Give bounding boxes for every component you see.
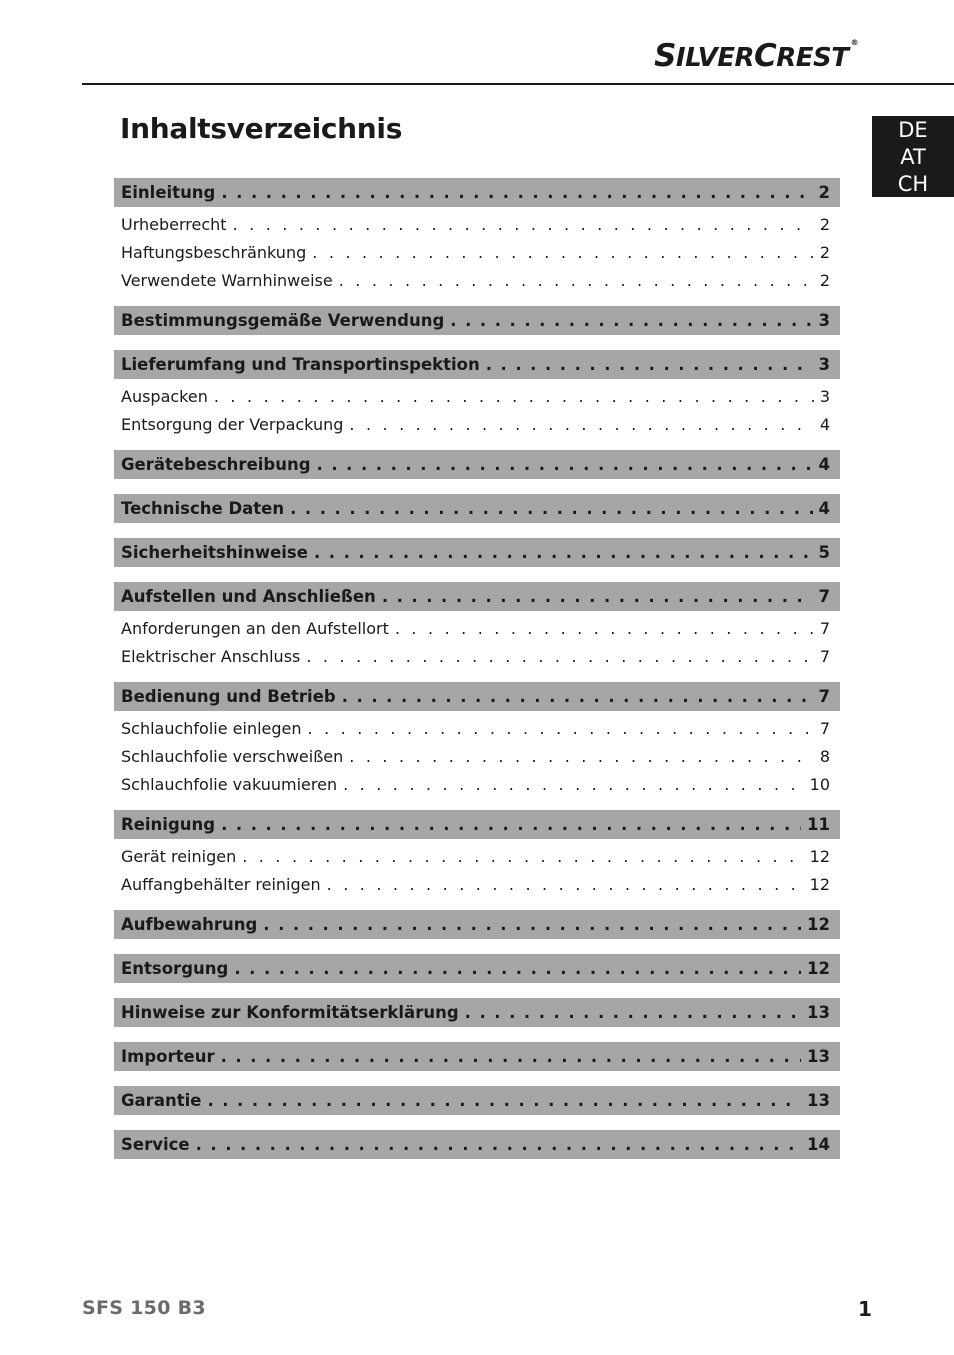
- toc-subsection[interactable]: [114, 410, 840, 438]
- toc-leader-dots: [349, 747, 814, 766]
- toc-chapter-page: 12: [807, 959, 830, 978]
- toc-subsection-label: Verwendete Warnhinweise: [121, 270, 333, 290]
- toc-subsection[interactable]: [114, 842, 840, 870]
- toc-leader-dots: [327, 875, 804, 894]
- toc-chapter[interactable]: [114, 682, 840, 711]
- toc-leader-dots: [450, 311, 812, 330]
- toc-chapter-page: 4: [818, 499, 830, 518]
- toc-subsection-page: 12: [809, 874, 830, 894]
- toc-chapter-label: Bestimmungsgemäße Verwendung: [121, 311, 445, 330]
- toc-subsection[interactable]: [114, 742, 840, 770]
- toc-subsection-label: Schlauchfolie vakuumieren: [121, 774, 338, 794]
- toc-chapter[interactable]: [114, 954, 840, 983]
- toc-subsection-label: Schlauchfolie verschweißen: [121, 746, 344, 766]
- toc-leader-dots: [290, 499, 812, 518]
- header-rule: [82, 83, 954, 85]
- toc-chapter[interactable]: [114, 306, 840, 335]
- toc-chapter[interactable]: [114, 998, 840, 1027]
- page-number: 1: [858, 1297, 872, 1321]
- toc-leader-dots: [221, 815, 801, 834]
- toc-chapter-page: 3: [818, 311, 830, 330]
- toc-chapter-page: 2: [818, 183, 830, 202]
- toc-subsection-page: 3: [819, 386, 830, 406]
- toc-subsection-page: 2: [819, 270, 830, 290]
- toc-subsection-page: 7: [819, 618, 830, 638]
- toc-chapter-page: 13: [807, 1003, 830, 1022]
- toc-subsection[interactable]: [114, 238, 840, 266]
- toc-chapter-label: Technische Daten: [121, 499, 285, 518]
- toc-chapter-page: 12: [807, 915, 830, 934]
- toc-subsection-label: Urheberrecht: [121, 214, 227, 234]
- toc-leader-dots: [207, 1091, 801, 1110]
- toc-leader-dots: [306, 647, 813, 666]
- toc-chapter-page: 7: [818, 687, 830, 706]
- toc-subsection[interactable]: [114, 382, 840, 410]
- toc-leader-dots: [196, 1135, 801, 1154]
- toc-subsection-page: 8: [819, 746, 830, 766]
- language-tab: [872, 116, 954, 197]
- toc-chapter-page: 13: [807, 1047, 830, 1066]
- toc-chapter[interactable]: [114, 582, 840, 611]
- toc-chapter[interactable]: [114, 178, 840, 207]
- toc-leader-dots: [465, 1003, 801, 1022]
- toc-chapter-label: Gerätebeschreibung: [121, 455, 311, 474]
- toc-chapter-label: Einleitung: [121, 183, 216, 202]
- toc-chapter-label: Bedienung und Betrieb: [121, 687, 336, 706]
- toc-chapter-label: Entsorgung: [121, 959, 229, 978]
- toc-chapter[interactable]: [114, 1130, 840, 1159]
- toc-subsection-label: Gerät reinigen: [121, 846, 237, 866]
- toc-chapter[interactable]: [114, 494, 840, 523]
- toc-chapter-label: Importeur: [121, 1047, 215, 1066]
- toc-chapter-label: Hinweise zur Konformitätserklärung: [121, 1003, 459, 1022]
- toc-subsection-page: 12: [809, 846, 830, 866]
- toc-subsection-label: Schlauchfolie einlegen: [121, 718, 302, 738]
- toc-chapter-page: 13: [807, 1091, 830, 1110]
- toc-subsection[interactable]: [114, 870, 840, 898]
- toc-chapter-page: 5: [818, 543, 830, 562]
- toc-leader-dots: [349, 415, 813, 434]
- toc-chapter[interactable]: [114, 1042, 840, 1071]
- toc-chapter[interactable]: [114, 350, 840, 379]
- toc-subsection-page: 10: [809, 774, 830, 794]
- toc-chapter-label: Sicherheitshinweise: [121, 543, 308, 562]
- toc-chapter-page: 14: [807, 1135, 830, 1154]
- toc-subsection-page: 4: [819, 414, 830, 434]
- toc-subsection-page: 2: [819, 214, 830, 234]
- toc-chapter-label: Garantie: [121, 1091, 202, 1110]
- language-code: AT: [900, 145, 926, 169]
- toc-chapter-page: 3: [818, 355, 830, 374]
- table-of-contents: [114, 178, 840, 1174]
- toc-subsection[interactable]: [114, 770, 840, 798]
- toc-chapter-page: 4: [818, 455, 830, 474]
- brand-logo: SILVERCREST®: [654, 38, 858, 74]
- toc-chapter-page: 11: [807, 815, 830, 834]
- language-code: CH: [897, 172, 929, 196]
- toc-leader-dots: [343, 775, 804, 794]
- toc-subsection-label: Anforderungen an den Aufstellort: [121, 618, 389, 638]
- toc-subsection-label: Elektrischer Anschluss: [121, 646, 301, 666]
- toc-chapter-label: Aufstellen und Anschließen: [121, 587, 376, 606]
- toc-leader-dots: [342, 687, 813, 706]
- toc-leader-dots: [339, 271, 814, 290]
- toc-leader-dots: [242, 847, 803, 866]
- toc-subsection[interactable]: [114, 210, 840, 238]
- toc-leader-dots: [221, 183, 812, 202]
- toc-subsection-label: Haftungsbeschränkung: [121, 242, 307, 262]
- toc-chapter[interactable]: [114, 1086, 840, 1115]
- toc-subsection[interactable]: [114, 266, 840, 294]
- toc-chapter-label: Service: [121, 1135, 190, 1154]
- toc-leader-dots: [317, 455, 813, 474]
- toc-subsection-label: Entsorgung der Verpackung: [121, 414, 344, 434]
- toc-chapter[interactable]: [114, 538, 840, 567]
- toc-leader-dots: [312, 243, 814, 262]
- toc-chapter-label: Aufbewahrung: [121, 915, 258, 934]
- toc-subsection[interactable]: [114, 642, 840, 670]
- toc-chapter[interactable]: [114, 810, 840, 839]
- toc-leader-dots: [263, 915, 801, 934]
- toc-leader-dots: [486, 355, 813, 374]
- toc-leader-dots: [234, 959, 801, 978]
- toc-leader-dots: [382, 587, 813, 606]
- toc-subsection-label: Auffangbehälter reinigen: [121, 874, 321, 894]
- toc-subsection-page: 2: [819, 242, 830, 262]
- toc-leader-dots: [308, 719, 814, 738]
- toc-subsection[interactable]: [114, 614, 840, 642]
- toc-leader-dots: [221, 1047, 801, 1066]
- toc-leader-dots: [314, 543, 813, 562]
- toc-chapter-page: 7: [818, 587, 830, 606]
- toc-chapter[interactable]: [114, 910, 840, 939]
- toc-chapter[interactable]: [114, 450, 840, 479]
- toc-subsection-page: 7: [819, 718, 830, 738]
- model-number: SFS 150 B3: [82, 1297, 206, 1319]
- toc-chapter-label: Reinigung: [121, 815, 216, 834]
- toc-chapter-label: Lieferumfang und Transportinspektion: [121, 355, 480, 374]
- toc-leader-dots: [395, 619, 814, 638]
- toc-subsection-label: Auspacken: [121, 386, 208, 406]
- toc-subsection[interactable]: [114, 714, 840, 742]
- page-title: Inhaltsverzeichnis: [120, 112, 403, 145]
- toc-leader-dots: [233, 215, 814, 234]
- language-code: DE: [898, 118, 928, 142]
- toc-subsection-page: 7: [819, 646, 830, 666]
- toc-leader-dots: [214, 387, 814, 406]
